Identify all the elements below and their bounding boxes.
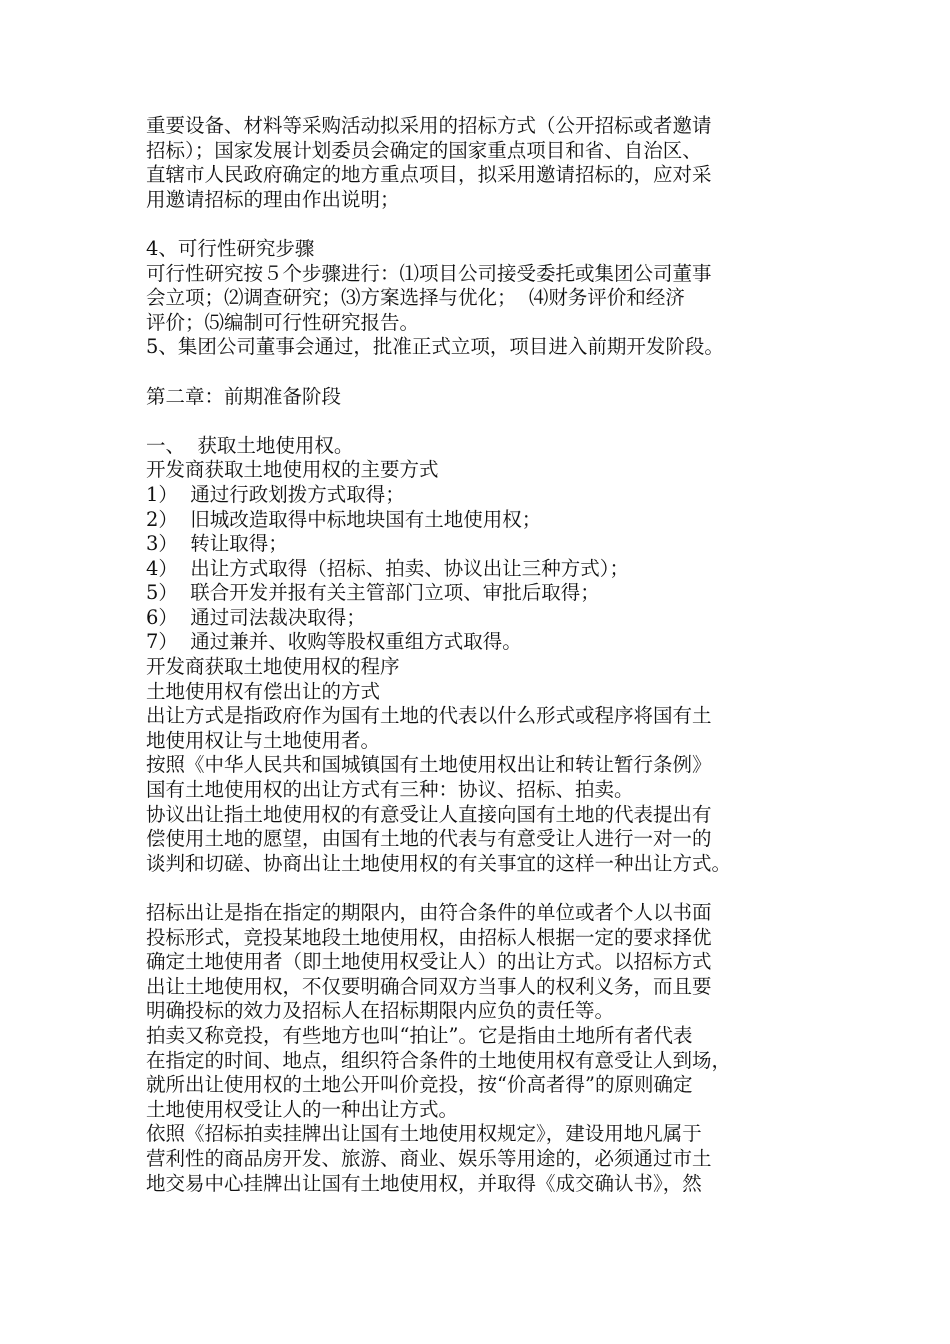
text-line: 偿使用土地的愿望，由国有土地的代表与有意受让人进行一对一的 [146, 827, 712, 851]
text-line: 评价；⑸编制可行性研究报告。 [146, 310, 420, 334]
text-line: 在指定的时间、地点，组织符合条件的土地使用权有意受让人到场， [146, 1048, 732, 1072]
text-line: 会立项；⑵调查研究；⑶方案选择与优化； ⑷财务评价和经济 [146, 286, 685, 310]
blank-line [146, 360, 806, 385]
text-line: 直辖市人民政府确定的地方重点项目，拟采用邀请招标的，应对采 [146, 163, 712, 187]
list-item: 7） 通过兼并、收购等股权重组方式取得。 [146, 630, 522, 654]
text-line: 谈判和切磋、协商出让土地使用权的有关事宜的这样一种出让方式。 [146, 851, 732, 875]
text-line: 土地使用权受让人的一种出让方式。 [146, 1097, 459, 1121]
text-line: 招标出让是指在指定的期限内，由符合条件的单位或者个人以书面 [146, 901, 712, 924]
text-line: 出让土地使用权，不仅要明确合同双方当事人的权利义务，而且要 [146, 974, 712, 998]
section-heading: 4、可行性研究步骤 [146, 236, 315, 260]
list-item: 3） 转让取得； [146, 532, 288, 556]
blank-line [146, 212, 806, 237]
text-line: 拍卖又称竞投，有些地方也叫“拍让”。它是指由土地所有者代表 [146, 1023, 693, 1047]
chapter-heading: 第二章：前期准备阶段 [146, 384, 342, 408]
list-item: 6） 通过司法裁决取得； [146, 605, 366, 629]
text-line: 用邀请招标的理由作出说明； [146, 187, 400, 211]
blank-line [146, 876, 806, 901]
text-line: 招标）；国家发展计划委员会确定的国家重点项目和省、自治区、 [146, 138, 702, 162]
text-line: 营利性的商品房开发、旅游、商业、娱乐等用途的，必须通过市土 [146, 1146, 712, 1170]
document-page [146, 114, 806, 1196]
text-line: 可行性研究按５个步骤进行：⑴项目公司接受委托或集团公司董事 [146, 261, 712, 285]
list-item: 4） 出让方式取得（招标、拍卖、协议出让三种方式）； [146, 556, 630, 580]
list-item: 1） 通过行政划拨方式取得； [146, 482, 405, 506]
text-line: 按照《中华人民共和国城镇国有土地使用权出让和转让暂行条例》 [146, 753, 712, 777]
text-line: 投标形式，竞投某地段土地使用权，由招标人根据一定的要求择优 [146, 925, 712, 949]
text-line: 出让方式是指政府作为国有土地的代表以什么形式或程序将国有土 [146, 704, 712, 728]
text-line: 重要设备、材料等采购活动拟采用的招标方式（公开招标或者邀请 [146, 114, 712, 137]
text-line: 明确投标的效力及招标人在招标期限内应负的责任等。 [146, 999, 615, 1023]
section-heading: 5、集团公司董事会通过，批准正式立项，项目进入前期开发阶段。 [146, 335, 724, 359]
text-line: 确定土地使用者（即土地使用权受让人）的出让方式。以招标方式 [146, 950, 712, 974]
list-item: 2） 旧城改造取得中标地块国有土地使用权； [146, 507, 542, 531]
text-line: 开发商获取土地使用权的主要方式 [146, 458, 439, 482]
text-line: 依照《招标拍卖挂牌出让国有土地使用权规定》，建设用地凡属于 [146, 1122, 702, 1146]
text-line: 地使用权让与土地使用者。 [146, 728, 381, 752]
text-line: 开发商获取土地使用权的程序 [146, 655, 400, 679]
text-line: 国有土地使用权的出让方式有三种：协议、招标、拍卖。 [146, 778, 634, 802]
section-heading: 一、 获取土地使用权。 [146, 433, 354, 457]
text-line: 土地使用权有偿出让的方式 [146, 679, 381, 703]
blank-line [146, 409, 806, 434]
text-line: 协议出让指土地使用权的有意受让人直接向国有土地的代表提出有 [146, 802, 712, 826]
list-item: 5） 联合开发并报有关主管部门立项、审批后取得； [146, 581, 600, 605]
text-line: 地交易中心挂牌出让国有土地使用权，并取得《成交确认书》，然 [146, 1171, 702, 1195]
text-line: 就所出让使用权的土地公开叫价竞投，按“价高者得”的原则确定 [146, 1073, 693, 1097]
